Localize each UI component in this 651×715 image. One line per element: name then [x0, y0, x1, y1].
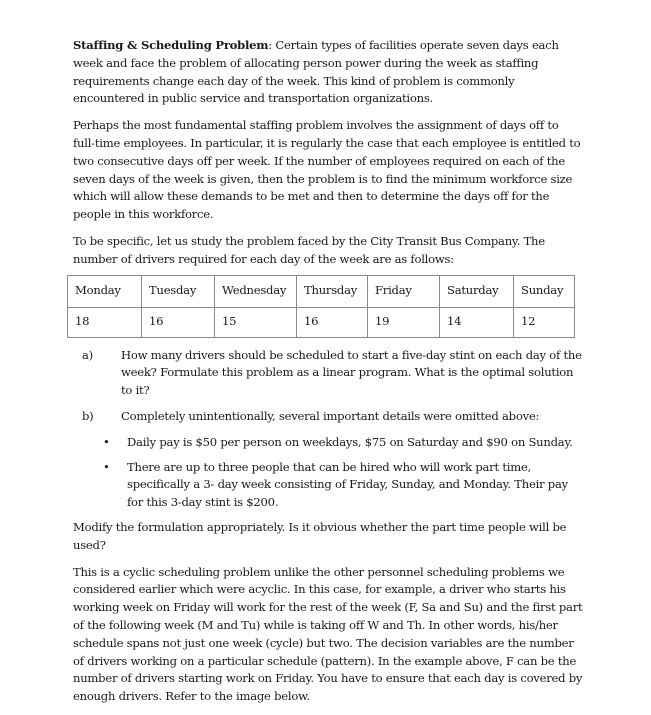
bullet-text: Daily pay is $50 per person on weekdays, $75 on Saturday and $90 on Sunday.	[127, 434, 573, 449]
transit-paragraph: To be specific, let us study the problem faced by the City Transit Bus Company. The number of drivers required for each day of the week are as follows:	[73, 233, 545, 266]
value-friday: 19	[368, 307, 440, 337]
details-bullet-list	[73, 434, 583, 512]
staffing-paragraph: Perhaps the most fundamental staffing problem involves the assignment of days off to full-time employees. In particular, it is regularly the case that each employee is entitled to two consecutive days off per week. If the number of employees required on each of the seven days of the week is given, then the problem is to find the minimum workforce size which will allow these demands to be met and then to determine the days off for the people in this workforce.	[73, 118, 581, 222]
cyclic-paragraph: This is a cyclic scheduling problem unlike the other personnel scheduling problems we considered earlier which were acyclic. In this case, for example, a driver who starts his working week on Friday will work for the rest of the week (F, Sa and Su) and the first part of the following week (M and Tu) while is taking off W and Th. In other words, his/her schedule spans not just one week (cycle) but two. The decision variables are the number of drivers working on a particular schedule (pattern). In the example above, F can be the number of drivers starting work on Friday. You have to ensure that each day is covered by enough drivers. Refer to the image below.	[73, 564, 583, 704]
value-saturday: 14	[440, 307, 514, 337]
header-wednesday: Wednesday	[215, 275, 297, 307]
header-monday: Monday	[68, 275, 142, 307]
intro-text: Certain types of facilities operate seven days each week and face the problem of allocating person power during the week as staffing requirements change each day of the week. This kind of problem is commonly encountered in public service and transportation organizations.	[73, 38, 559, 106]
question-a	[73, 347, 583, 400]
header-sunday: Sunday	[514, 275, 575, 307]
question-text: Completely unintentionally, several important details were omitted above:	[121, 408, 540, 423]
value-thursday: 16	[297, 307, 368, 337]
header-thursday: Thursday	[297, 275, 368, 307]
drivers-required-table	[67, 275, 575, 338]
document-page	[73, 37, 583, 715]
value-monday: 18	[68, 307, 142, 337]
list-item	[73, 459, 583, 512]
header-tuesday: Tuesday	[142, 275, 215, 307]
header-friday: Friday	[368, 275, 440, 307]
question-label: b)	[82, 408, 94, 423]
table-header-row	[68, 275, 575, 307]
header-saturday: Saturday	[440, 275, 514, 307]
value-tuesday: 16	[142, 307, 215, 337]
table-row	[68, 307, 575, 337]
bullet-icon: •	[103, 434, 110, 449]
bullet-icon: •	[103, 459, 110, 474]
question-b	[73, 408, 583, 426]
question-label: a)	[82, 347, 93, 362]
bullet-text: There are up to three people that can be hired who will work part time, specifically a 3- day week consisting of Friday, Sunday, and Monday. Their pay for this 3-day stint is $200.	[127, 459, 568, 510]
modify-paragraph: Modify the formulation appropriately. Is it obvious whether the part time people will be used?	[73, 519, 567, 552]
value-wednesday: 15	[215, 307, 297, 337]
value-sunday: 12	[514, 307, 575, 337]
question-text: How many drivers should be scheduled to start a five-day stint on each day of the week? Formulate this problem as a linear program. What is the optimal solution to it?	[121, 347, 582, 398]
problem-title: Staffing & Scheduling Problem	[73, 38, 269, 52]
question-list	[73, 347, 583, 426]
list-item	[73, 434, 583, 452]
title-colon: :	[268, 38, 272, 52]
intro-paragraph	[73, 37, 583, 108]
